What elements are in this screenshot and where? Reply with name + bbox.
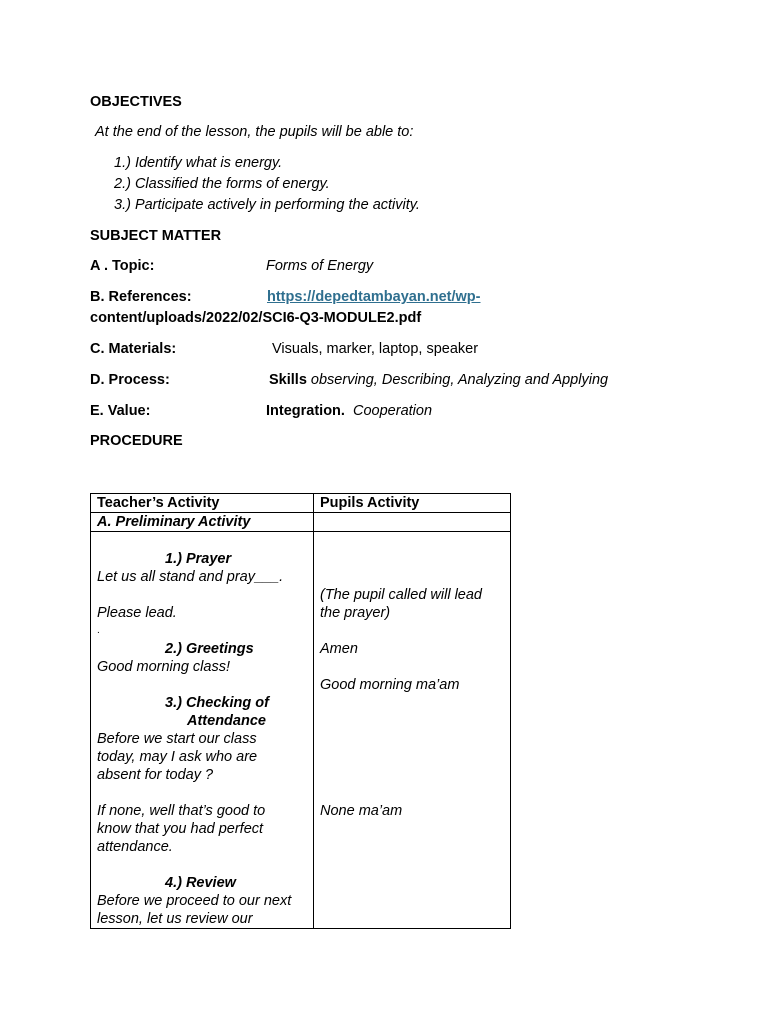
review-text-1: Before we proceed to our next xyxy=(97,893,292,909)
process-label: D. Process: xyxy=(90,372,170,388)
attendance-text-2: today, may I ask who are xyxy=(97,749,258,765)
col-pupils-header: Pupils Activity xyxy=(314,494,511,513)
attendance-none-1: If none, well that’s good to xyxy=(97,803,266,819)
objective-item-2: 2.) Classified the forms of energy. xyxy=(114,176,330,192)
pupil-prayer-1: (The pupil called will lead xyxy=(320,587,482,603)
prayer-lead: Please lead. xyxy=(97,605,177,621)
process-skills-label: Skills xyxy=(269,372,307,388)
objectives-heading: OBJECTIVES xyxy=(90,94,182,110)
value-integration-value: Cooperation xyxy=(353,403,433,419)
table-row xyxy=(91,532,511,929)
objective-item-3: 3.) Participate actively in performing the activity. xyxy=(114,197,420,213)
process-skills-value: observing, Describing, Analyzing and Applying xyxy=(310,372,609,388)
materials-value: Visuals, marker, laptop, speaker xyxy=(272,341,479,357)
prayer-title: 1.) Prayer xyxy=(165,551,232,567)
review-text-2: lesson, let us review our xyxy=(97,911,253,927)
section-a-title: A. Preliminary Activity xyxy=(91,513,314,532)
attendance-none-2: know that you had perfect xyxy=(97,821,264,837)
objective-item-1: 1.) Identify what is energy. xyxy=(114,155,283,171)
teacher-activity-cell xyxy=(91,532,314,929)
process-value-line xyxy=(269,371,608,389)
dot-mark: . xyxy=(97,625,100,636)
attendance-text-1: Before we start our class xyxy=(97,731,257,747)
topic-value: Forms of Energy xyxy=(266,258,374,274)
table-header-row xyxy=(91,494,511,513)
attendance-title-1: 3.) Checking of xyxy=(165,695,269,711)
procedure-heading: PROCEDURE xyxy=(90,433,183,449)
value-label: E. Value: xyxy=(90,403,151,419)
materials-label: C. Materials: xyxy=(90,341,177,357)
review-title: 4.) Review xyxy=(165,875,236,891)
value-line xyxy=(266,402,432,420)
pupil-amen: Amen xyxy=(320,641,358,657)
pupil-prayer-2: the prayer) xyxy=(320,605,391,621)
references-label: B. References: xyxy=(90,289,192,305)
table-section-row xyxy=(91,513,511,532)
pupil-greeting: Good morning ma’am xyxy=(320,677,460,693)
prayer-text: Let us all stand and pray___. xyxy=(97,569,284,585)
procedure-table xyxy=(90,493,511,929)
pupil-none: None ma’am xyxy=(320,803,403,819)
greetings-title: 2.) Greetings xyxy=(165,641,254,657)
attendance-text-3: absent for today ? xyxy=(97,767,214,783)
references-link[interactable]: https://depedtambayan.net/wp- xyxy=(267,289,481,305)
subject-matter-heading: SUBJECT MATTER xyxy=(90,228,222,244)
attendance-title-2: Attendance xyxy=(187,713,266,729)
objectives-intro: At the end of the lesson, the pupils will be able to: xyxy=(95,124,414,140)
pupils-activity-cell xyxy=(314,532,511,929)
references-link-continued[interactable]: content/uploads/2022/02/SCI6-Q3-MODULE2.pdf xyxy=(90,310,422,326)
col-teacher-header: Teacher’s Activity xyxy=(91,494,314,513)
value-integration-label: Integration. xyxy=(266,403,345,419)
section-a-empty xyxy=(314,513,511,532)
attendance-none-3: attendance. xyxy=(97,839,173,855)
greetings-text: Good morning class! xyxy=(97,659,230,675)
topic-label: A . Topic: xyxy=(90,258,155,274)
